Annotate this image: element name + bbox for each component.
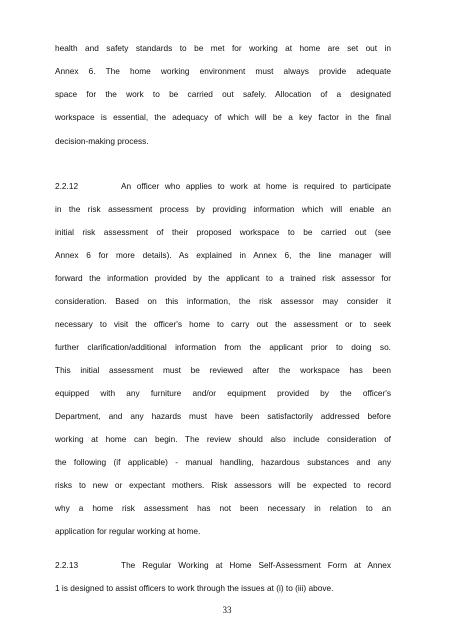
text-line: working at home can begin. The review should also include consideration of xyxy=(55,434,391,444)
text-line: workspace is essential, the adequacy of which will be a key factor in the final xyxy=(55,112,391,122)
text-line: The Regular Working at Home Self-Assessment Form at Annex xyxy=(121,560,391,570)
text-line: further clarification/additional information from the applicant prior to doing so. xyxy=(55,342,391,352)
text-line: Department, and any hazards must have been satisfactorily addressed before xyxy=(55,411,391,421)
text-line: 1 is designed to assist officers to work through the issues at (i) to (iii) above. xyxy=(55,583,334,593)
text-line: health and safety standards to be met for working at home are set out in xyxy=(55,43,391,53)
text-line: An officer who applies to work at home is required to participate xyxy=(121,181,391,191)
paragraph-first-line xyxy=(55,181,391,191)
text-line: Annex 6 for more details). As explained in Annex 6, the line manager will xyxy=(55,250,391,260)
text-line: This initial assessment must be reviewed after the workspace has been xyxy=(55,365,391,375)
text-line: Annex 6. The home working environment must always provide adequate xyxy=(55,66,391,76)
text-line: decision-making process. xyxy=(55,136,149,146)
text-line: risks to new or expectant mothers. Risk assessors will be expected to record xyxy=(55,480,391,490)
text-line: forward the information provided by the applicant to a trained risk assessor for xyxy=(55,273,391,283)
text-line: the following (if applicable) - manual handling, hazardous substances and any xyxy=(55,457,391,467)
text-line: in the risk assessment process by providing information which will enable an xyxy=(55,204,391,214)
text-line: necessary to visit the officer's home to carry out the assessment or to seek xyxy=(55,319,391,329)
paragraph-first-line xyxy=(55,560,391,570)
text-line: consideration. Based on this information, the risk assessor may consider it xyxy=(55,296,391,306)
page-number: 33 xyxy=(222,605,232,615)
paragraph-number: 2.2.12 xyxy=(55,181,79,191)
text-line: equipped with any furniture and/or equipment provided by the officer's xyxy=(55,388,391,398)
paragraph-number: 2.2.13 xyxy=(55,560,79,570)
text-line: space for the work to be carried out safely. Allocation of a designated xyxy=(55,89,391,99)
text-line: application for regular working at home. xyxy=(55,526,201,536)
text-line: why a home risk assessment has not been necessary in relation to an xyxy=(55,503,391,513)
text-line: initial risk assessment of their proposed workspace to be carried out (see xyxy=(55,227,391,237)
